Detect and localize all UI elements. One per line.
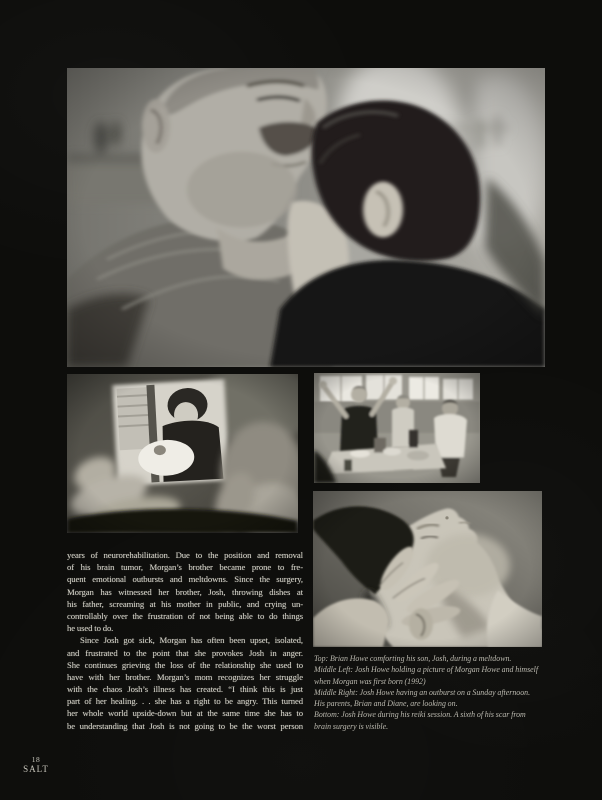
article-line: Since Josh got sick, Morgan has often been upset, isolated, [80, 635, 303, 646]
article-line: her whole world upside-down but at the same time she has to [67, 708, 303, 719]
photo-kitchen-outburst [314, 373, 480, 483]
article-line: quent emotional outbursts and meltdowns. Since the surgery, [67, 574, 303, 585]
photo-captions [314, 653, 549, 732]
caption-bottom-cont: brain surgery is visible. [314, 721, 389, 731]
article-line: of his brain tumor, Morgan’s brother became prone to fre- [67, 562, 303, 573]
article-line: be understanding that Josh is not going to be the worst person [67, 720, 303, 731]
photo-reiki-session [313, 491, 542, 647]
article-line: Morgan has witnessed her brother, Josh, throwing dishes at [67, 586, 303, 597]
article-text [67, 549, 303, 732]
article-line: years of neurorehabilitation. Due to the position and removal [67, 550, 303, 560]
photo-father-comforting-son [67, 68, 545, 367]
article-line: with the chaos Josh’s illness has created. “I think this is just [67, 684, 303, 695]
caption-top: Top: Brian Howe comforting his son, Josh, during a meltdown. [314, 654, 512, 663]
photo-bottom-artwork [313, 491, 542, 647]
page-number: 18 [31, 755, 41, 764]
caption-middle-left: Middle Left: Josh Howe holding a picture of Morgan Howe and himself [314, 665, 539, 675]
caption-middle-left-cont: when Morgan was first born (1992) [314, 676, 426, 686]
article-line: part of her healing. . . she has a right to be angry. This turned [67, 696, 303, 707]
photo-midright-artwork [314, 373, 480, 483]
article-line: he used to do. [67, 623, 114, 634]
caption-bottom: Bottom: Josh Howe during his reiki session. A sixth of his scar from [314, 710, 526, 720]
photo-top-artwork [67, 68, 545, 367]
article-line: his father, screaming at his mother in public, and crying un- [67, 598, 303, 609]
caption-middle-right: Middle Right: Josh Howe having an outburst on a Sunday afternoon. [314, 687, 531, 697]
photo-midleft-artwork [67, 374, 298, 533]
article-line: controllably over the frustration of not being able to do things [67, 610, 303, 621]
article-line: She continues grieving the loss of the relationship she used to [67, 659, 303, 670]
magazine-name: SALT [23, 764, 49, 774]
caption-middle-right-cont: His parents, Brian and Diane, are looking on. [314, 699, 458, 709]
page-folio [14, 755, 58, 774]
article-line: and frustrated to the point that she provokes Josh in anger. [67, 647, 303, 658]
article-line: have with her brother. Morgan’s mom recognizes her struggle [67, 671, 303, 682]
photo-hands-holding-picture [67, 374, 298, 533]
